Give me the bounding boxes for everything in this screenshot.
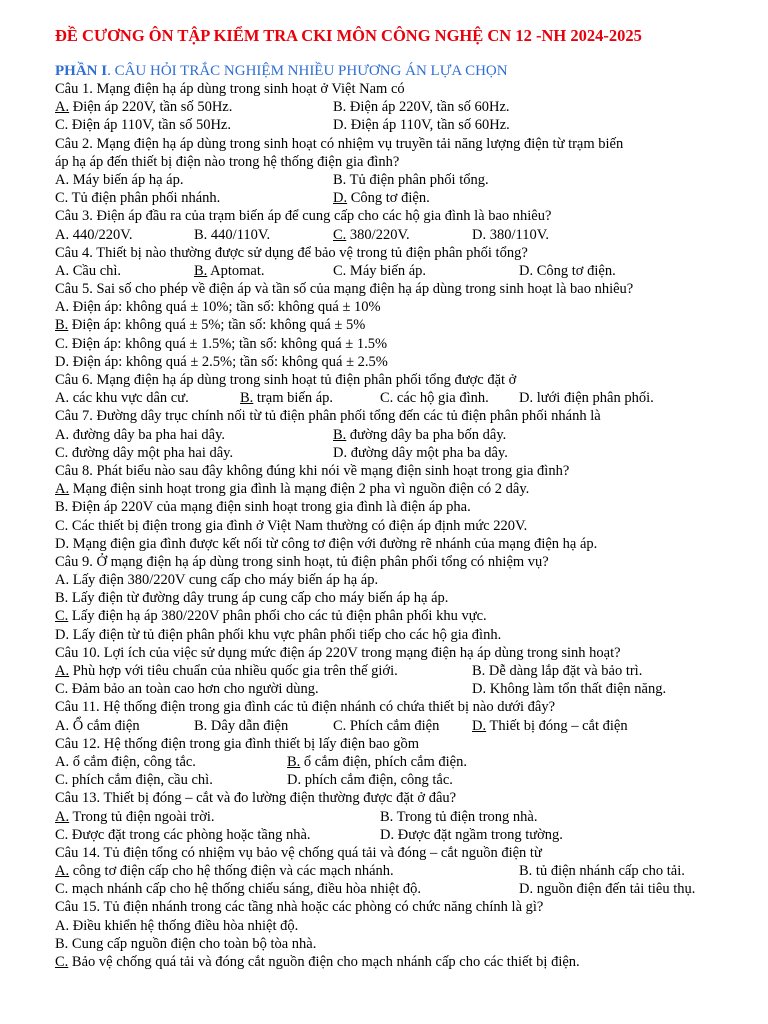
option-text: phích cắm điện, công tắc.: [301, 772, 453, 789]
answer-option: [55, 517, 527, 535]
option-text: mạch nhánh cấp cho hệ thống chiếu sáng, điều hòa nhiệt độ.: [68, 881, 422, 898]
answer-option: [55, 444, 233, 462]
option-text: đường dây một pha ba dây.: [347, 444, 508, 461]
option-letter: C.: [55, 772, 69, 789]
option-text: Được đặt ngầm trong tường.: [394, 826, 563, 843]
option-letter: B.: [55, 499, 69, 516]
answer-option: [55, 680, 319, 698]
option-text: 380/220V.: [346, 226, 410, 243]
answer-option: [55, 589, 448, 607]
option-letter: C.: [55, 117, 69, 134]
question-text: Câu 10. Lợi ích của việc sử dụng mức điện áp 220V trong mạng điện hạ áp dùng trong sinh hoạt?: [55, 644, 621, 661]
answer-option: [55, 953, 580, 971]
answer-option: [519, 862, 685, 880]
question-text: Câu 11. Hệ thống điện trong gia đình các tủ điện nhánh có chứa thiết bị nào dưới đây?: [55, 699, 556, 716]
answer-option: [333, 717, 439, 735]
option-text: Điện áp 220V, tần số 60Hz.: [346, 99, 510, 116]
answer-options-row: [55, 98, 760, 116]
question-text: áp hạ áp đến thiết bị điện nào trong hệ thống điện gia đình?: [55, 153, 400, 170]
answer-option: [55, 535, 597, 553]
answer-option: [55, 880, 421, 898]
option-letter: B.: [194, 262, 208, 279]
option-text: các khu vực dân cư.: [69, 390, 189, 407]
answer-option: [55, 226, 133, 244]
option-text: Đảm bảo an toàn cao hơn cho người dùng.: [68, 681, 319, 698]
option-text: Mạng điện gia đình được kết nối từ công tơ điện với đường rẽ nhánh của mạng điện hạ áp.: [69, 535, 598, 552]
option-letter: D.: [55, 353, 70, 370]
answer-options-row: [55, 316, 760, 334]
option-letter: B.: [380, 808, 394, 825]
option-text: Điện áp 110V, tần số 60Hz.: [347, 117, 510, 134]
option-text: Lấy điện từ tủ điện phân phối khu vực phân phối tiếp cho các hộ gia đình.: [69, 626, 502, 643]
answer-options-row: [55, 517, 760, 535]
answer-option: [55, 571, 378, 589]
section-text: . CÂU HỎI TRẮC NGHIỆM NHIỀU PHƯƠNG ÁN LỰA CHỌN: [107, 63, 508, 79]
option-letter: A.: [55, 917, 70, 934]
question-text: Câu 14. Tủ điện tổng có nhiệm vụ bảo vệ chống quá tải và đóng – cắt nguồn điện từ: [55, 844, 542, 861]
answer-option: [519, 262, 616, 280]
section-heading: [55, 63, 508, 80]
answer-options-row: [55, 717, 760, 735]
answer-option: [55, 262, 121, 280]
answer-options-row: [55, 480, 760, 498]
answer-option: [380, 826, 563, 844]
option-letter: D.: [333, 117, 348, 134]
option-text: Tủ điện phân phối tổng.: [346, 171, 489, 188]
answer-option: [333, 262, 426, 280]
option-letter: C.: [55, 954, 69, 970]
option-letter: B.: [55, 317, 69, 334]
option-text: Được đặt trong các phòng hoặc tầng nhà.: [68, 826, 311, 843]
option-letter: C.: [380, 390, 394, 407]
option-letter: C.: [55, 444, 69, 461]
option-letter: D.: [55, 535, 70, 552]
option-text: đường dây ba pha bốn dây.: [346, 426, 507, 443]
option-letter: A.: [55, 226, 70, 243]
option-text: 440/220V.: [69, 226, 133, 243]
option-letter: D.: [287, 772, 302, 789]
answer-options-row: [55, 589, 760, 607]
option-text: Cung cấp nguồn điện cho toàn bộ tòa nhà.: [68, 935, 317, 952]
question-text: Câu 13. Thiết bị đóng – cắt và đo lường điện thường được đặt ở đâu?: [55, 790, 457, 807]
answer-option: [194, 262, 265, 280]
option-text: Công tơ điện.: [533, 262, 616, 279]
answer-option: [333, 98, 510, 116]
answer-option: [380, 808, 538, 826]
answer-option: [333, 116, 510, 134]
answer-options-row: [55, 607, 760, 625]
option-letter: A.: [55, 572, 70, 589]
option-text: trạm biến áp.: [253, 390, 334, 407]
option-text: Trong tủ điện ngoài trời.: [69, 808, 215, 825]
answer-option: [519, 880, 695, 898]
answer-option: [472, 717, 628, 735]
answer-option: [55, 771, 213, 789]
question-text: Câu 9. Ở mạng điện hạ áp dùng trong sinh hoạt, tủ điện phân phối tổng có nhiệm vụ?: [55, 553, 549, 570]
answer-options-row: [55, 262, 760, 280]
question-text: Câu 6. Mạng điện hạ áp dùng trong sinh hoạt tủ điện phân phối tổng được đặt ở: [55, 372, 517, 388]
option-letter: D.: [472, 226, 487, 243]
answer-options-row: [55, 680, 760, 698]
answer-option: [55, 753, 196, 771]
answer-option: [194, 717, 288, 735]
option-letter: C.: [333, 262, 347, 279]
question-text: Câu 15. Tủ điện nhánh trong các tầng nhà hoặc các phòng có chức năng chính là gì?: [55, 899, 544, 916]
answer-options-row: [55, 426, 760, 444]
answer-option: [333, 426, 506, 444]
option-letter: C.: [55, 881, 69, 898]
option-text: Công tơ điện.: [347, 190, 430, 207]
option-text: Tủ điện phân phối nhánh.: [68, 190, 221, 207]
option-text: nguồn điện đến tải tiêu thụ.: [533, 881, 696, 898]
answer-option: [287, 771, 453, 789]
question-text: Câu 3. Điện áp đầu ra của trạm biến áp để cung cấp cho các hộ gia đình là bao nhiêu?: [55, 208, 552, 225]
option-text: Thiết bị đóng – cắt điện: [486, 717, 628, 734]
answer-options-row: [55, 116, 760, 134]
answer-options-row: [55, 826, 760, 844]
answer-option: [287, 753, 467, 771]
answer-option: [55, 426, 225, 444]
option-letter: A.: [55, 171, 70, 188]
option-text: Dễ dàng lắp đặt và bảo trì.: [485, 663, 643, 679]
answer-option: [333, 171, 489, 189]
option-letter: C.: [55, 608, 69, 625]
answer-option: [55, 480, 529, 498]
answer-option: [55, 389, 189, 407]
option-letter: D.: [472, 681, 487, 698]
option-letter: B.: [333, 171, 347, 188]
option-text: Máy biến áp.: [346, 262, 427, 279]
option-letter: D.: [333, 444, 348, 461]
answer-option: [472, 680, 666, 698]
answer-options-row: [55, 389, 760, 407]
option-letter: A.: [55, 99, 70, 116]
answer-option: [55, 607, 487, 625]
option-letter: A.: [55, 262, 70, 279]
option-letter: B.: [333, 426, 347, 443]
option-letter: C.: [55, 335, 69, 352]
option-text: Các thiết bị điện trong gia đình ở Việt Nam thường có điện áp định mức 220V.: [68, 517, 528, 534]
option-letter: C.: [333, 226, 347, 243]
answer-options-row: [55, 771, 760, 789]
option-letter: D.: [333, 190, 348, 207]
answer-option: [472, 662, 642, 680]
option-text: Điện áp: không quá ± 5%; tần số: không quá ± 5%: [68, 317, 366, 334]
answer-option: [55, 316, 365, 334]
question-text: Câu 4. Thiết bị nào thường được sử dụng để bảo vệ trong tủ điện phân phối tổng?: [55, 244, 528, 261]
option-text: Điện áp 110V, tần số 50Hz.: [68, 117, 231, 134]
answer-options-row: [55, 880, 760, 898]
option-letter: D.: [519, 881, 534, 898]
option-text: công tơ điện cấp cho hệ thống điện và các mạch nhánh.: [69, 863, 394, 880]
answer-option: [333, 226, 410, 244]
answer-option: [55, 171, 183, 189]
option-text: Trong tủ điện trong nhà.: [393, 808, 538, 825]
option-text: Điện áp: không quá ± 2.5%; tần số: không quá ± 2.5%: [69, 353, 388, 370]
option-text: Điện áp: không quá ± 10%; tần số: không quá ± 10%: [69, 299, 381, 316]
question-text: Câu 1. Mạng điện hạ áp dùng trong sinh hoạt ở Việt Nam có: [55, 81, 405, 97]
answer-options-row: [55, 953, 760, 971]
answer-option: [240, 389, 333, 407]
answer-option: [333, 444, 508, 462]
option-text: Lấy điện hạ áp 380/220V phân phối cho các tủ điện phân phối khu vực.: [68, 608, 487, 625]
answer-option: [55, 335, 387, 353]
option-text: Điện áp: không quá ± 1.5%; tần số: không quá ± 1.5%: [68, 335, 388, 352]
answer-option: [380, 389, 489, 407]
answer-options-row: [55, 444, 760, 462]
option-text: các hộ gia đình.: [393, 390, 489, 407]
option-letter: B.: [55, 590, 69, 607]
option-text: ổ cắm điện, công tắc.: [69, 753, 196, 770]
document-title: ĐỀ CƯƠNG ÔN TẬP KIỂM TRA CKI MÔN CÔNG NGHỆ CN 12 -NH 2024-2025: [55, 26, 642, 45]
answer-options-row: [55, 571, 760, 589]
option-letter: B.: [194, 226, 208, 243]
option-letter: A.: [55, 299, 70, 316]
answer-option: [472, 226, 549, 244]
option-letter: B.: [333, 99, 347, 116]
answer-option: [333, 189, 430, 207]
option-letter: A.: [55, 753, 70, 770]
option-letter: A.: [55, 426, 70, 443]
option-text: Điều khiển hệ thống điều hòa nhiệt độ.: [69, 917, 299, 934]
option-letter: A.: [55, 663, 70, 679]
answer-option: [55, 662, 398, 680]
option-letter: A.: [55, 390, 70, 407]
answer-options-row: [55, 226, 760, 244]
answer-option: [55, 717, 140, 735]
option-letter: A.: [55, 808, 70, 825]
option-text: Điện áp 220V, tần số 50Hz.: [69, 99, 233, 116]
option-text: phích cắm điện, cầu chì.: [68, 772, 213, 789]
option-letter: B.: [194, 717, 208, 734]
option-text: tủ điện nhánh cấp cho tải.: [532, 863, 685, 880]
answer-options-row: [55, 171, 760, 189]
option-text: Cầu chì.: [69, 262, 122, 279]
question-text: Câu 5. Sai số cho phép về điện áp và tần số của mạng điện hạ áp dùng trong sinh hoạt là bao nhiêu?: [55, 281, 634, 298]
question-text: Câu 2. Mạng điện hạ áp dùng trong sinh hoạt có nhiệm vụ truyền tải năng lượng điện từ trạm biến: [55, 135, 624, 152]
answer-option: [55, 298, 381, 316]
option-letter: C.: [55, 190, 69, 207]
answer-options-row: [55, 917, 760, 935]
answer-options-row: [55, 535, 760, 553]
option-text: Lấy điện 380/220V cung cấp cho máy biến áp hạ áp.: [69, 572, 379, 589]
option-letter: B.: [519, 863, 533, 880]
option-letter: C.: [55, 681, 69, 698]
answer-options-row: [55, 335, 760, 353]
answer-option: [55, 98, 232, 116]
option-text: đường dây ba pha hai dây.: [69, 426, 226, 443]
answer-option: [55, 826, 311, 844]
question-text: Câu 8. Phát biểu nào sau đây không đúng khi nói về mạng điện sinh hoạt trong gia đình?: [55, 462, 570, 479]
answer-options-row: [55, 808, 760, 826]
section-label: PHẦN I: [55, 63, 108, 79]
answer-option: [55, 626, 501, 644]
option-text: Phích cắm điện: [346, 717, 440, 734]
question-text: Câu 12. Hệ thống điện trong gia đình thiết bị lấy điện bao gồm: [55, 735, 420, 752]
option-text: ổ cắm điện, phích cắm điện.: [300, 753, 467, 770]
option-text: Không làm tổn thất điện năng.: [486, 681, 667, 698]
option-letter: C.: [55, 826, 69, 843]
answer-options-row: [55, 935, 760, 953]
answer-option: [55, 862, 394, 880]
option-text: Phù hợp với tiêu chuẩn của nhiều quốc gia trên thế giới.: [69, 663, 398, 679]
option-letter: C.: [333, 717, 347, 734]
answer-option: [55, 917, 298, 935]
option-letter: D.: [472, 717, 487, 734]
option-letter: A.: [55, 863, 70, 880]
answer-options-row: [55, 662, 760, 680]
question-text: Câu 7. Đường dây trục chính nối từ tủ điện phân phối tổng đến các tủ điện phân phối nhánh là: [55, 408, 601, 425]
option-letter: D.: [380, 826, 395, 843]
answer-options-row: [55, 189, 760, 207]
option-text: Mạng điện sinh hoạt trong gia đình là mạng điện 2 pha vì nguồn điện có 2 dây.: [69, 481, 530, 498]
option-text: đường dây một pha hai dây.: [68, 444, 234, 461]
option-text: Dây dẫn điện: [207, 717, 289, 734]
answer-option: [55, 498, 471, 516]
option-letter: D.: [55, 626, 70, 643]
answer-option: [55, 189, 220, 207]
option-letter: D.: [519, 262, 534, 279]
answer-options-row: [55, 862, 760, 880]
question-list: [55, 80, 760, 971]
option-text: Lấy điện từ đường dây trung áp cung cấp cho máy biến áp hạ áp.: [68, 590, 449, 607]
option-text: Điện áp 220V của mạng điện sinh hoạt trong gia đình là điện áp pha.: [68, 499, 471, 516]
answer-options-row: [55, 753, 760, 771]
answer-option: [519, 389, 654, 407]
option-letter: A.: [55, 717, 70, 734]
option-text: Ổ cắm điện: [69, 717, 140, 734]
option-letter: B.: [287, 753, 301, 770]
option-letter: D.: [519, 390, 534, 407]
option-letter: C.: [55, 517, 69, 534]
option-letter: B.: [55, 935, 69, 952]
answer-options-row: [55, 626, 760, 644]
answer-option: [55, 808, 215, 826]
answer-options-row: [55, 353, 760, 371]
option-text: lưới điện phân phối.: [533, 390, 654, 407]
option-letter: B.: [472, 663, 486, 679]
answer-option: [55, 935, 316, 953]
answer-option: [55, 353, 388, 371]
answer-option: [194, 226, 270, 244]
answer-options-row: [55, 298, 760, 316]
option-text: 380/110V.: [486, 226, 549, 243]
option-text: Aptomat.: [207, 262, 265, 279]
option-text: Bảo vệ chống quá tải và đóng cắt nguồn điện cho mạch nhánh cấp cho các thiết bị điện.: [68, 954, 580, 970]
option-letter: A.: [55, 481, 70, 498]
answer-options-row: [55, 498, 760, 516]
option-text: 440/110V.: [207, 226, 271, 243]
option-text: Máy biến áp hạ áp.: [69, 171, 184, 188]
option-letter: B.: [240, 390, 254, 407]
answer-option: [55, 116, 231, 134]
